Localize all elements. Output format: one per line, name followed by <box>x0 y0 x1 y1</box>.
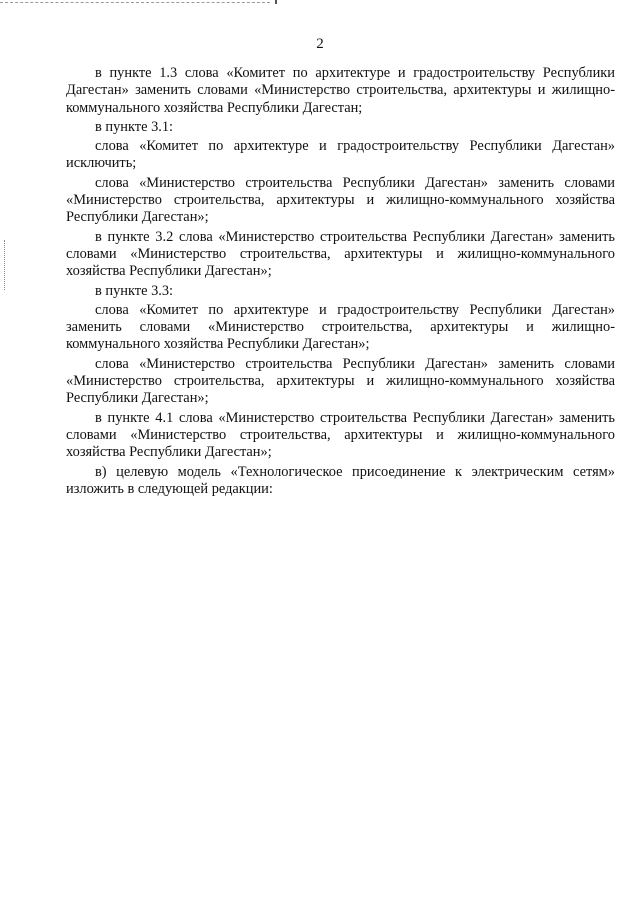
paragraph-point-3-1-heading: в пункте 3.1: <box>95 118 174 135</box>
scan-artifact-top-tick <box>275 0 277 4</box>
scan-artifact-top-line <box>0 2 270 3</box>
paragraph-point-3-3-heading: в пункте 3.3: <box>95 282 174 299</box>
scan-artifact-left-marks <box>4 240 11 290</box>
document-body <box>66 65 615 498</box>
paragraph-point-1-3: в пункте 1.3 слова «Комитет по архитектуре и градостроительству Республики Дагестан» заменить словами «Министерство строительства, архитектуры и жилищно-коммунального хозяйства Республики Дагестан; <box>66 65 615 116</box>
paragraph-point-3-3-ministry: слова «Министерство строительства Республики Дагестан» заменить словами «Министерство строительства, архитектуры и жилищно-коммунального хозяйства Республики Дагестан»; <box>66 355 615 407</box>
paragraph-point-3-2: в пункте 3.2 слова «Министерство строительства Республики Дагестан» заменить словами «Министерство строительства, архитектуры и жилищно-коммунального хозяйства Республики Дагестан»; <box>66 228 615 280</box>
paragraph-target-model: в) целевую модель «Технологическое присоединение к электрическим сетям» изложить в следующей редакции: <box>66 463 615 497</box>
paragraph-point-4-1: в пункте 4.1 слова «Министерство строительства Республики Дагестан» заменить словами «Министерство строительства, архитектуры и жилищно-коммунального хозяйства Республики Дагестан»; <box>66 409 615 461</box>
paragraph-point-3-1-exclude: слова «Комитет по архитектуре и градостроительству Республики Дагестан» исключить; <box>66 138 615 172</box>
paragraph-point-3-3-committee: слова «Комитет по архитектуре и градостроительству Республики Дагестан» заменить словами «Министерство строительства, архитектуры и жилищно-коммунального хозяйства Республики Дагестан»; <box>66 301 615 353</box>
page-number: 2 <box>316 36 324 52</box>
paragraph-point-3-1-replace: слова «Министерство строительства Республики Дагестан» заменить словами «Министерство строительства, архитектуры и жилищно-коммунального хозяйства Республики Дагестан»; <box>66 174 615 226</box>
